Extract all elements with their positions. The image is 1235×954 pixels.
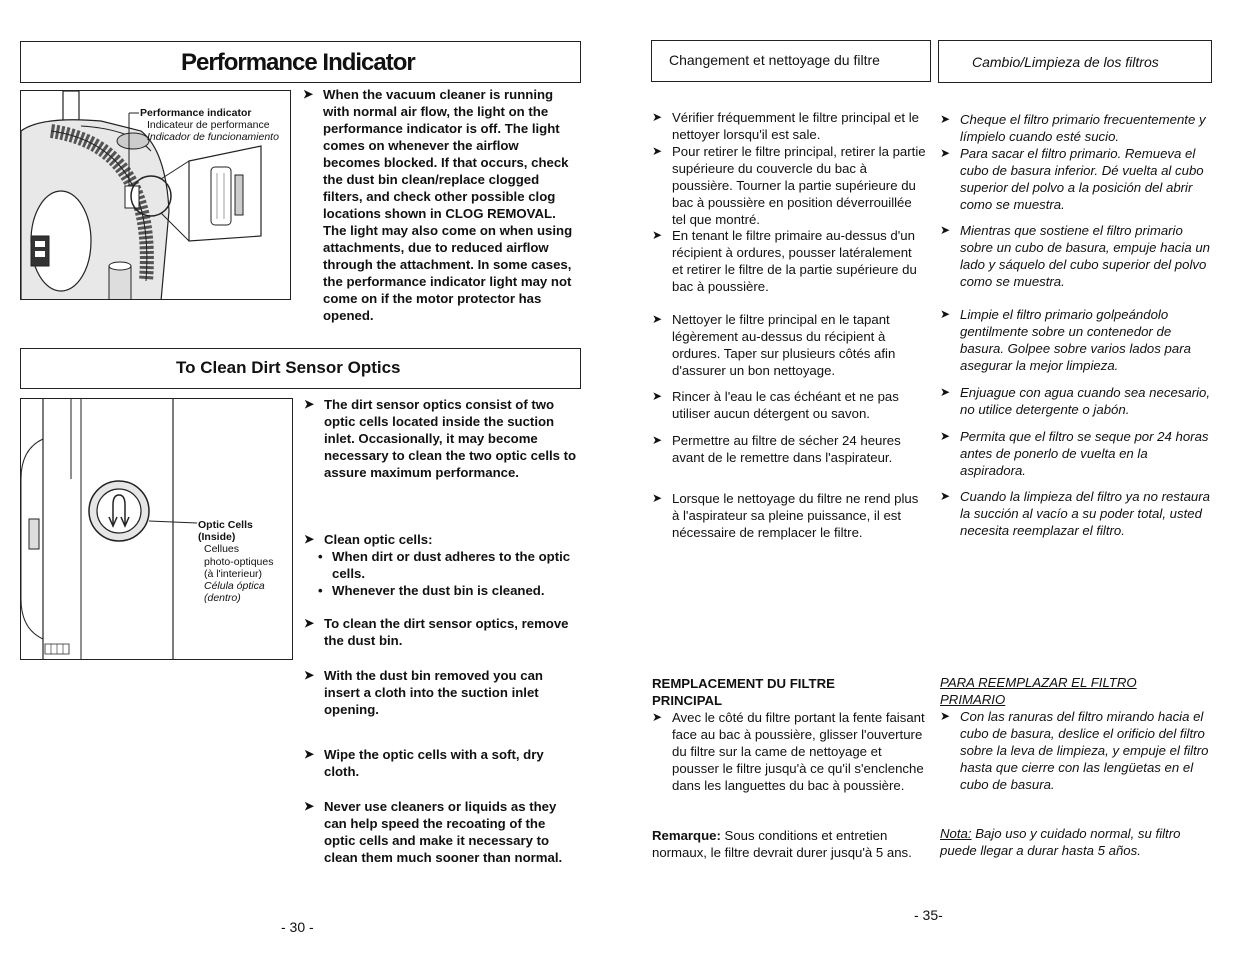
- arrow-bullet-icon: ➤: [652, 491, 663, 505]
- optic-label-fr-3: (à l'interieur): [204, 568, 263, 580]
- arrow-bullet-icon: ➤: [304, 616, 315, 630]
- performance-paragraph: ➤ When the vacuum cleaner is running with normal air flow, the light on the performance indicator is off. The light comes on whenever the airflow becomes blocked. If that occurs, check the dust bin clean/replace clogged filters, and check other possible clog locations shown in CLOG REMOVAL. The light may also come on when using attachments, due to reduced airflow through the attachment. In some cases, the performance indicator light may not come on if the motor protector has opened.: [303, 87, 573, 323]
- arrow-bullet-icon: ➤: [940, 146, 951, 160]
- performance-label-en: Performance indicator: [140, 107, 252, 119]
- optic-label-es-2: (dentro): [204, 592, 241, 604]
- fr-item-6: ➤ Permettre au filtre de sécher 24 heures avant de le remettre dans l'aspirateur.: [652, 433, 901, 465]
- page-number-right: - 35-: [914, 907, 943, 923]
- es-title-box: [938, 40, 1212, 83]
- optic-cells-figure: [20, 398, 293, 660]
- performance-title: Performance Indicator: [181, 49, 415, 76]
- es-replace-heading: PARA REEMPLAZAR EL FILTRO PRIMARIO: [940, 675, 1137, 707]
- dirt-sensor-para-2: ➤ Clean optic cells: • When dirt or dust adheres to the optic cells. • Whenever the dust bin is cleaned.: [304, 531, 578, 599]
- arrow-bullet-icon: ➤: [940, 385, 951, 399]
- arrow-bullet-icon: ➤: [304, 668, 315, 682]
- arrow-bullet-icon: ➤: [940, 307, 951, 321]
- es-title: Cambio/Limpieza de los filtros: [972, 54, 1159, 70]
- dirt-sensor-para-3: ➤ To clean the dirt sensor optics, remove the dust bin.: [304, 616, 569, 648]
- fr-item-2: ➤ Pour retirer le filtre principal, retirer la partie supérieure du couvercle du bac à poussière. Tourner la partie supérieure du bac à poussière en position déverrouillée tel que montré.: [652, 144, 926, 227]
- arrow-bullet-icon: ➤: [940, 429, 951, 443]
- arrow-bullet-icon: ➤: [940, 709, 951, 723]
- es-item-3: ➤ Mientras que sostiene el filtro primario sobre un cubo de basura, empuje hacia un lado y sáquelo del cubo superior del polvo como se muestra.: [940, 223, 1211, 289]
- arrow-bullet-icon: ➤: [940, 223, 951, 237]
- arrow-bullet-icon: ➤: [652, 228, 663, 242]
- dirt-sensor-title: To Clean Dirt Sensor Optics: [176, 358, 401, 377]
- fr-note-heading: Remarque:: [652, 828, 721, 843]
- list-item: • Whenever the dust bin is cleaned.: [318, 583, 545, 598]
- arrow-bullet-icon: ➤: [303, 87, 314, 101]
- optic-label-fr-2: photo-optiques: [204, 556, 274, 568]
- es-note-text: Bajo uso y cuidado normal, su filtro puede llegar a durar hasta 5 años.: [940, 826, 1181, 858]
- arrow-bullet-icon: ➤: [304, 799, 315, 813]
- fr-title: Changement et nettoyage du filtre: [669, 52, 880, 68]
- optic-label-en-2: (Inside): [198, 531, 236, 543]
- fr-item-1: ➤ Vérifier fréquemment le filtre principal et le nettoyer lorsqu'il est sale.: [652, 110, 920, 142]
- arrow-bullet-icon: ➤: [304, 397, 315, 411]
- arrow-bullet-icon: ➤: [652, 389, 663, 403]
- fr-item-5: ➤ Rincer à l'eau le cas échéant et ne pas utiliser aucun détergent ou savon.: [652, 389, 899, 421]
- es-item-7: ➤ Cuando la limpieza del filtro ya no restaura la succión al vacío a su poder total, usted necesita reemplazar el filtro.: [940, 489, 1210, 538]
- dirt-sensor-para-4: ➤ With the dust bin removed you can insert a cloth into the suction inlet opening.: [304, 668, 543, 717]
- arrow-bullet-icon: ➤: [652, 312, 663, 326]
- fr-note-text: Sous conditions et entretien normaux, le filtre devrait durer jusqu'à 5 ans.: [652, 828, 912, 860]
- optic-label-en-1: Optic Cells: [198, 519, 253, 531]
- performance-title-box: [20, 41, 581, 83]
- performance-label-fr: Indicateur de performance: [147, 119, 270, 131]
- performance-indicator-figure: [20, 90, 291, 300]
- arrow-bullet-icon: ➤: [652, 433, 663, 447]
- optic-label-fr-1: Cellues: [204, 543, 240, 555]
- arrow-bullet-icon: ➤: [652, 144, 663, 158]
- es-item-1: ➤ Cheque el filtro primario frecuentemente y límpielo cuando esté sucio.: [940, 112, 1206, 144]
- fr-item-4: ➤ Nettoyer le filtre principal en le tapant légèrement au-dessus du récipient à ordures. Taper sur plusieurs côtés afin d'assurer un bon nettoyage.: [652, 312, 896, 378]
- es-item-6: ➤ Permita que el filtro se seque por 24 horas antes de ponerlo de vuelta en la aspiradora.: [940, 429, 1209, 478]
- fr-note: [652, 827, 926, 861]
- fr-replace-section: REMPLACEMENT DU FILTRE PRINCIPAL ➤ Avec le côté du filtre portant la fente faisant face au bac à poussière, glisser l'ouverture du filtre sur la came de nettoyage et pousser le filtre jusqu'à ce qu'il s'enclenche dans les languettes du bac à poussière.: [652, 676, 925, 793]
- optic-label-es-1: Célula óptica: [204, 580, 265, 592]
- dirt-sensor-para-1: ➤ The dirt sensor optics consist of two optic cells located inside the suction inlet. Occasionally, it may become necessary to clean the two optic cells to assure maximum performance.: [304, 397, 577, 480]
- fr-title-box: [651, 40, 931, 82]
- arrow-bullet-icon: ➤: [652, 710, 663, 724]
- fr-item-3: ➤ En tenant le filtre primaire au-dessus d'un récipient à ordures, pousser latéralement et retirer le filtre de la partie supérieure du bac à poussière.: [652, 228, 917, 294]
- dirt-sensor-title-box: [20, 348, 581, 389]
- list-item: • When dirt or dust adheres to the optic cells.: [318, 549, 571, 581]
- dirt-sensor-para-5: ➤ Wipe the optic cells with a soft, dry cloth.: [304, 747, 544, 779]
- page-number-left: - 30 -: [281, 919, 314, 935]
- es-item-2: ➤ Para sacar el filtro primario. Remueva el cubo de basura inferior. Dé vuelta al cubo superior del polvo a la posición del abrir como se muestra.: [940, 146, 1204, 212]
- arrow-bullet-icon: ➤: [304, 532, 315, 546]
- es-note-heading: Nota:: [940, 826, 972, 841]
- arrow-bullet-icon: ➤: [940, 489, 951, 503]
- es-item-4: ➤ Limpie el filtro primario golpeándolo gentilmente sobre un contenedor de basura. Golpee sobre varios lados para asegurar la mejor limpieza.: [940, 307, 1191, 373]
- arrow-bullet-icon: ➤: [652, 110, 663, 124]
- fr-replace-heading: REMPLACEMENT DU FILTRE PRINCIPAL: [652, 676, 835, 708]
- es-note: [940, 825, 1214, 859]
- fr-item-7: ➤ Lorsque le nettoyage du filtre ne rend plus à l'aspirateur sa pleine puissance, il est nécessaire de remplacer le filtre.: [652, 491, 919, 540]
- arrow-bullet-icon: ➤: [940, 112, 951, 126]
- dirt-sensor-para-6: ➤ Never use cleaners or liquids as they can help speed the recoating of the optic cells and make it necessary to clean them much sooner than normal.: [304, 799, 563, 865]
- performance-label-es: Indicador de funcionamiento: [147, 131, 279, 143]
- arrow-bullet-icon: ➤: [304, 747, 315, 761]
- es-replace-section: PARA REEMPLAZAR EL FILTRO PRIMARIO ➤ Con las ranuras del filtro mirando hacia el cubo de basura, deslice el orificio del filtro sobre la leva de limpieza, y empuje el filtro hasta que cierre con las lengüetas en el cubo de basura.: [940, 675, 1209, 792]
- es-item-5: ➤ Enjuague con agua cuando sea necesario, no utilice detergente o jabón.: [940, 385, 1211, 417]
